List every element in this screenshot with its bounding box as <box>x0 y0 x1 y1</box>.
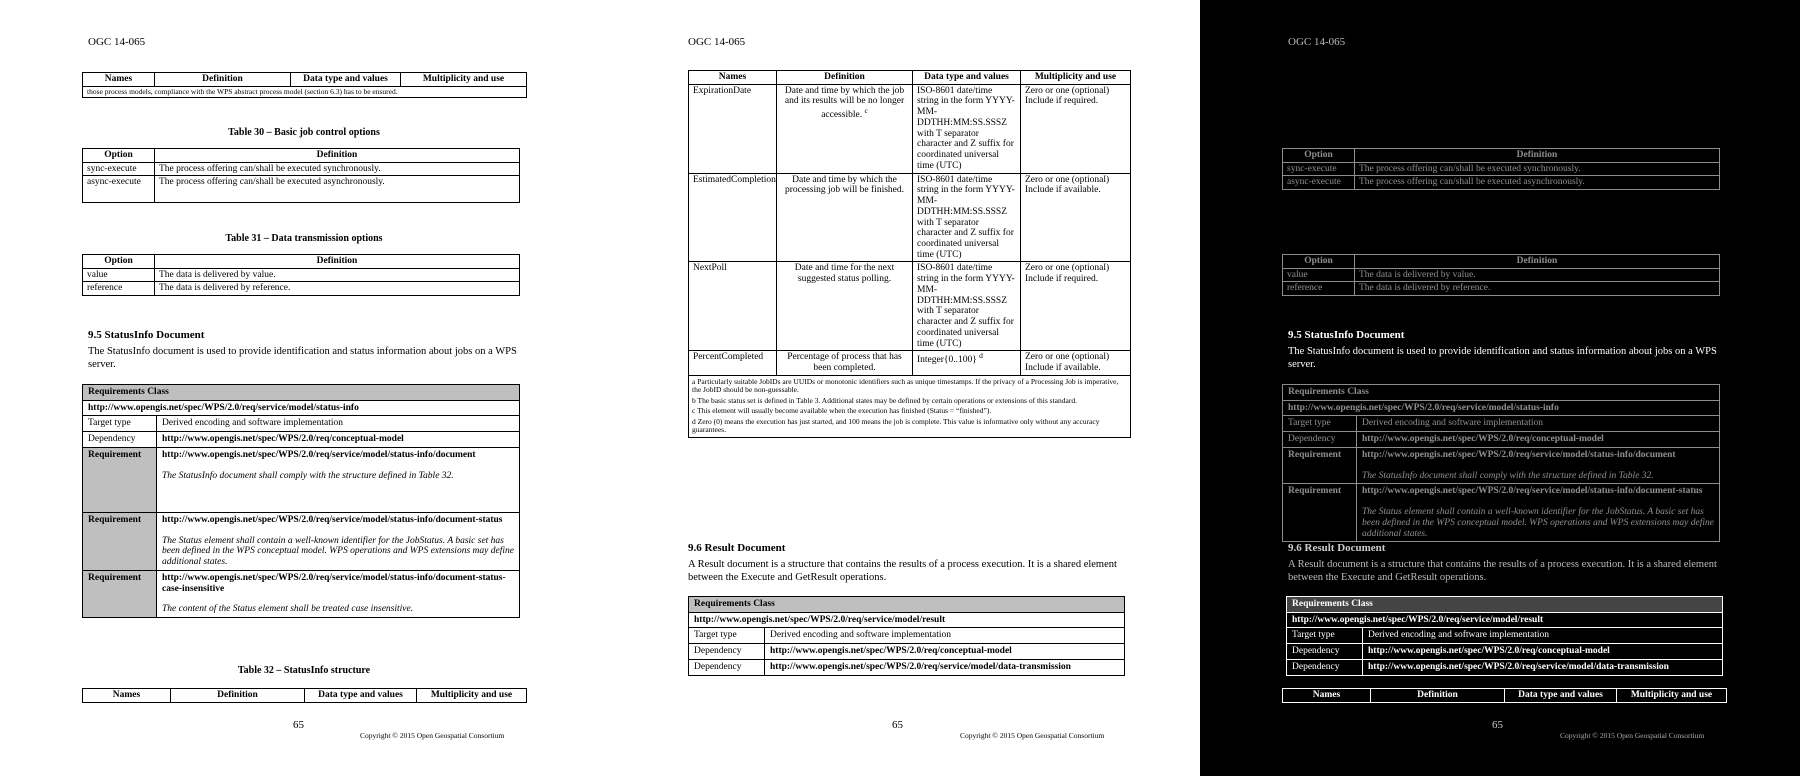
page-header: OGC 14-065 <box>688 36 746 48</box>
page-number: 65 <box>892 719 903 731</box>
table30-caption: Table 30 – Basic job control options <box>228 127 380 138</box>
table-note: those process models, compliance with the WPS abstract process model (section 6.3) has to be ensured. <box>83 86 527 97</box>
reqclass-title: Requirements Class <box>83 385 520 401</box>
page-header: OGC 14-065 <box>1288 36 1346 48</box>
col-option: Option <box>83 255 155 269</box>
requirements-class: Requirements Class http://www.opengis.net/spec/WPS/2.0/req/service/model/result Target type Derived encoding and software implementation Dependency http://www.opengis.net/spec/WPS/2.0/req/conceptual-model Dependency http://www.opengis.net/spec/WPS/2.0/req/service/model/data-transmission <box>1286 596 1723 676</box>
page-number: 65 <box>293 719 304 731</box>
table32-header: Names Definition Data type and values Multiplicity and use <box>1282 688 1727 703</box>
table-continued-header <box>82 72 527 98</box>
document-page-middle <box>600 0 1200 776</box>
copyright: Copyright © 2015 Open Geospatial Consortium <box>1560 731 1705 740</box>
copyright: Copyright © 2015 Open Geospatial Consortium <box>360 731 505 740</box>
table30: Option Definition sync-execute The process offering can/shall be executed synchronously. async-execute The process offering can/shall be executed asynchronously. <box>1282 148 1720 190</box>
reqclass-title: Requirements Class <box>689 597 1125 613</box>
section-heading: 9.6 Result Document <box>688 542 786 554</box>
section-text: A Result document is a structure that contains the results of a process execution. It is a shared element between the Execute and GetResult operations. <box>688 559 1117 584</box>
col-type: Data type and values <box>291 73 401 87</box>
section-text: The StatusInfo document is used to provide identification and status information about jobs on a WPS server. <box>88 346 517 371</box>
table31-caption: Table 31 – Data transmission options <box>225 233 383 244</box>
table31 <box>82 254 520 296</box>
page-header: OGC 14-065 <box>88 36 146 48</box>
overlay-ghost-layer <box>1200 0 1800 776</box>
col-names: Names <box>83 73 155 87</box>
document-page-overlay <box>1200 0 1800 776</box>
table32-body: Names Definition Data type and values Multiplicity and use ExpirationDate Date and time by which the job and its results will be no longer accessible. $^c$ ISO-8601 date/time string in the form YYYY-MM-DDTHH:MM:SS.SSSZ with T separator character and Z suffix for coordinated universal time (UTC) Zero or one (optional) Include if required. EstimatedCompletion Date and time by which the processing job will be finished. ISO-8601 date/time string in the form YYYY-MM-DDTHH:MM:SS.SSSZ with T separator character and Z suffix for coordinated universal time (UTC) Zero or one (optional) Include if available. NextPoll Date and time for the next suggested status polling. ISO-8601 date/time string in the form YYYY-MM-DDTHH:MM:SS.SSSZ with T separator character and Z suffix for coordinated universal time (UTC) Zero or one (optional) Include if required. PercentCompleted Percentage of process that has been completed. Integer{0..100} $^d$ Zero or one (optional) Include if available. a Particularly suitable JobIDs are UUIDs or monotonic identifiers such as unique timestamps. If the privacy of a Processing Job is imperative, the JobID should be non-guessable. b The basic status set is defined in Table 3. Additional states may be defined by certain operations or extensions of this standard. c This element will usually become available when the execution has finished (Status = “finished”). d Zero (0) means the execution has just started, and 100 means the job is complete. This value is informative only without any accuracy guarantees. <box>688 70 1131 438</box>
reqclass-url: http://www.opengis.net/spec/WPS/2.0/req/service/model/status-info <box>83 400 520 416</box>
requirement-row: Requirement http://www.opengis.net/spec/WPS/2.0/req/service/model/status-info/document-status The Status element shall contain a well-known identifier for the JobStatus. A basic set has been defined in the WPS conceptual model. WPS operations and WPS extensions may define additional states. <box>83 512 520 570</box>
requirement-row: Requirement http://www.opengis.net/spec/WPS/2.0/req/service/model/status-info/document-status-case-insensitive The content of the Status element shall be treated case insensitive. <box>83 570 520 617</box>
table-row: value The data is delivered by value. <box>83 268 520 282</box>
section-heading: 9.5 StatusInfo Document <box>1288 329 1405 341</box>
col-mult: Multiplicity and use <box>401 73 527 87</box>
table31: Option Definition value The data is delivered by value. reference The data is delivered by reference. <box>1282 254 1720 296</box>
section-heading: 9.6 Result Document <box>1288 542 1386 554</box>
section-text: A Result document is a structure that contains the results of a process execution. It is a shared element between the Execute and GetResult operations. <box>1288 559 1717 584</box>
table-row: async-execute The process offering can/shall be executed asynchronously. <box>83 176 520 203</box>
section-heading: 9.5 StatusInfo Document <box>88 329 205 341</box>
table-row: reference The data is delivered by reference. <box>83 282 520 296</box>
table32-header: Names Definition Data type and values Multiplicity and use <box>82 688 527 703</box>
col-definition: Definition <box>155 73 291 87</box>
reqclass-url: http://www.opengis.net/spec/WPS/2.0/req/service/model/result <box>689 612 1125 628</box>
copyright: Copyright © 2015 Open Geospatial Consortium <box>960 731 1105 740</box>
document-page-left <box>0 0 600 776</box>
table-row: sync-execute The process offering can/shall be executed synchronously. <box>83 162 520 176</box>
col-definition: Definition <box>155 255 520 269</box>
requirements-class: Requirements Class http://www.opengis.net/spec/WPS/2.0/req/service/model/result Target type Derived encoding and software implementation Dependency http://www.opengis.net/spec/WPS/2.0/req/conceptual-model Dependency http://www.opengis.net/spec/WPS/2.0/req/service/model/data-transmission <box>688 596 1125 676</box>
page-number: 65 <box>1492 719 1503 731</box>
requirement-row: Requirement http://www.opengis.net/spec/WPS/2.0/req/service/model/status-info/document The StatusInfo document shall comply with the structure defined in Table 32. <box>83 447 520 512</box>
section-text: The StatusInfo document is used to provide identification and status information about jobs on a WPS server. <box>1288 346 1717 371</box>
table-row: EstimatedCompletion Date and time by which the processing job will be finished. ISO-8601 date/time string in the form YYYY-MM-DDTHH:MM:SS.SSSZ with T separator character and Z suffix for coordinated universal time (UTC) Zero or one (optional) Include if available. <box>689 173 1131 262</box>
requirements-class: Requirements Class http://www.opengis.net/spec/WPS/2.0/req/service/model/status-info Target type Derived encoding and software implementation Dependency http://www.opengis.net/spec/WPS/2.0/req/conceptual-model Requirement http://www.opengis.net/spec/WPS/2.0/req/service/model/status-info/document The StatusInfo document shall comply with the structure defined in Table 32. Requirement http://www.opengis.net/spec/WPS/2.0/req/service/model/status-info/document-status The Status element shall contain a well-known identifier for the JobStatus. A basic set has been defined in the WPS conceptual model. WPS operations and WPS extensions may define additional states. Requirement http://www.opengis.net/spec/WPS/2.0/req/service/model/status-info/document-status-case-insensitive The content of the Status element shall be treated case insensitive. <box>82 384 520 618</box>
table30 <box>82 148 520 203</box>
table-footnotes: a Particularly suitable JobIDs are UUIDs or monotonic identifiers such as unique timestamps. If the privacy of a Processing Job is imperative, the JobID should be non-guessable. b The basic status set is defined in Table 3. Additional states may be defined by certain operations or extensions of this standard. c This element will usually become available when the execution has finished (Status = “finished”). d Zero (0) means the execution has just started, and 100 means the job is complete. This value is informative only without any accuracy guarantees. <box>689 375 1131 437</box>
col-option: Option <box>83 149 155 163</box>
table-row: ExpirationDate Date and time by which the job and its results will be no longer accessible. $^c$ ISO-8601 date/time string in the form YYYY-MM-DDTHH:MM:SS.SSSZ with T separator character and Z suffix for coordinated universal time (UTC) Zero or one (optional) Include if required. <box>689 84 1131 173</box>
col-definition: Definition <box>155 149 520 163</box>
table-row: NextPoll Date and time for the next suggested status polling. ISO-8601 date/time string in the form YYYY-MM-DDTHH:MM:SS.SSSZ with T separator character and Z suffix for coordinated universal time (UTC) Zero or one (optional) Include if required. <box>689 262 1131 351</box>
requirements-class: Requirements Class http://www.opengis.net/spec/WPS/2.0/req/service/model/status-info Target type Derived encoding and software implementation Dependency http://www.opengis.net/spec/WPS/2.0/req/conceptual-model Requirement http://www.opengis.net/spec/WPS/2.0/req/service/model/status-info/document The StatusInfo document shall comply with the structure defined in Table 32. Requirement http://www.opengis.net/spec/WPS/2.0/req/service/model/status-info/document-status The Status element shall contain a well-known identifier for the JobStatus. A basic set has been defined in the WPS conceptual model. WPS operations and WPS extensions may define additional states. <box>1282 384 1720 542</box>
table32-caption: Table 32 – StatusInfo structure <box>237 665 371 676</box>
table-row: PercentCompleted Percentage of process that has been completed. Integer{0..100} $^d$ Zero or one (optional) Include if available. <box>689 351 1131 375</box>
